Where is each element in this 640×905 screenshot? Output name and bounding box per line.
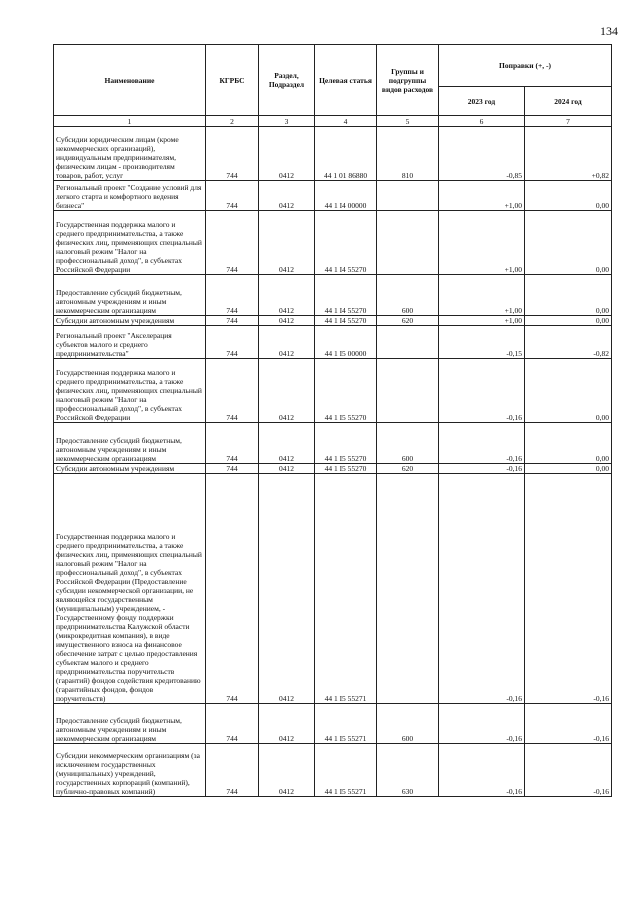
row-2024-value: -0,16	[525, 704, 612, 744]
row-target-cell: 44 1 I5 55271	[315, 474, 377, 704]
page-number: 134	[600, 24, 618, 38]
row-name-cell: Государственная поддержка малого и среднего предпринимательства, а также физических лиц, применяющих специальный налоговый режим "Налог на профессиональный доход", в субъектах Российской Федерации	[54, 359, 206, 423]
row-group-cell	[377, 359, 439, 423]
row-kgrbs-cell: 744	[206, 744, 259, 797]
row-target-cell: 44 1 I5 55270	[315, 359, 377, 423]
column-index-row	[54, 116, 612, 127]
row-2024-value: +0,82	[525, 127, 612, 181]
row-2023-value: -0,16	[439, 464, 525, 474]
header-name: Наименование	[54, 45, 206, 116]
header-kgrbs: КГРБС	[206, 45, 259, 116]
row-2023-value: -0,16	[439, 359, 525, 423]
row-group-cell	[377, 211, 439, 275]
row-section-cell: 0412	[259, 744, 315, 797]
row-kgrbs-cell: 744	[206, 359, 259, 423]
table-row	[54, 359, 612, 423]
row-target-cell: 44 1 I4 55270	[315, 275, 377, 316]
row-target-cell: 44 1 01 86880	[315, 127, 377, 181]
row-section-cell: 0412	[259, 423, 315, 464]
row-2023-value: -0,16	[439, 423, 525, 464]
row-name-cell: Предоставление субсидий бюджетным, автономным учреждениям и иным некоммерческим организациям	[54, 704, 206, 744]
table-row	[54, 744, 612, 797]
row-kgrbs-cell: 744	[206, 474, 259, 704]
table-row	[54, 326, 612, 359]
row-2023-value: -0,16	[439, 744, 525, 797]
header-amendments: Поправки (+, -)	[439, 45, 612, 87]
table-row	[54, 423, 612, 464]
table-row	[54, 704, 612, 744]
column-index: 7	[525, 116, 612, 127]
row-name-cell: Государственная поддержка малого и среднего предпринимательства, а также физических лиц, применяющих специальный налоговый режим "Налог на профессиональный доход", в субъектах Российской Федерации	[54, 211, 206, 275]
row-2023-value: +1,00	[439, 275, 525, 316]
row-2023-value: -0,85	[439, 127, 525, 181]
row-kgrbs-cell: 744	[206, 326, 259, 359]
row-name-cell: Региональный проект "Создание условий для легкого старта и комфортного ведения бизнеса"	[54, 181, 206, 211]
row-section-cell: 0412	[259, 127, 315, 181]
row-name-cell: Субсидии автономным учреждениям	[54, 464, 206, 474]
row-section-cell: 0412	[259, 326, 315, 359]
row-kgrbs-cell: 744	[206, 464, 259, 474]
row-section-cell: 0412	[259, 704, 315, 744]
row-group-cell: 600	[377, 704, 439, 744]
column-index: 4	[315, 116, 377, 127]
row-section-cell: 0412	[259, 474, 315, 704]
row-target-cell: 44 1 I5 00000	[315, 326, 377, 359]
column-index: 1	[54, 116, 206, 127]
row-name-cell: Предоставление субсидий бюджетным, автономным учреждениям и иным некоммерческим организациям	[54, 275, 206, 316]
row-kgrbs-cell: 744	[206, 316, 259, 326]
row-2024-value: -0,82	[525, 326, 612, 359]
row-name-cell: Субсидии юридическим лицам (кроме некоммерческих организаций), индивидуальным предпринимателям, физическим лицам - производителям товаров, работ, услуг	[54, 127, 206, 181]
row-section-cell: 0412	[259, 464, 315, 474]
header-year-2023: 2023 год	[439, 87, 525, 116]
row-target-cell: 44 1 I4 00000	[315, 181, 377, 211]
row-name-cell: Субсидии некоммерческим организациям (за исключением государственных (муниципальных) учреждений, государственных корпораций (компаний), публично-правовых компаний)	[54, 744, 206, 797]
table-row	[54, 211, 612, 275]
table-row	[54, 464, 612, 474]
row-group-cell: 810	[377, 127, 439, 181]
table-row	[54, 275, 612, 316]
row-kgrbs-cell: 744	[206, 127, 259, 181]
row-group-cell	[377, 474, 439, 704]
row-2024-value: 0,00	[525, 181, 612, 211]
row-kgrbs-cell: 744	[206, 211, 259, 275]
row-2023-value: -0,16	[439, 704, 525, 744]
row-kgrbs-cell: 744	[206, 275, 259, 316]
row-2023-value: -0,16	[439, 474, 525, 704]
row-target-cell: 44 1 I5 55271	[315, 704, 377, 744]
row-kgrbs-cell: 744	[206, 704, 259, 744]
column-index: 2	[206, 116, 259, 127]
row-name-cell: Государственная поддержка малого и среднего предпринимательства, а также физических лиц, применяющих специальный налоговый режим "Налог на профессиональный доход", в субъектах Российской Федерации (Предоставление субсидии некоммерческой организации, не являющейся государственным (муниципальным) учреждением, - Государственному фонду поддержки предпринимательства Калужской области (микрокредитная компания), в виде имущественного взноса на финансовое обеспечение затрат с целью предоставления субъектам малого и среднего предпринимательства поручительств (гарантий) фондов содействия кредитованию (гарантийных фондов, фондов поручительств)	[54, 474, 206, 704]
row-kgrbs-cell: 744	[206, 423, 259, 464]
row-group-cell: 620	[377, 464, 439, 474]
row-group-cell: 600	[377, 275, 439, 316]
row-2024-value: 0,00	[525, 316, 612, 326]
row-section-cell: 0412	[259, 275, 315, 316]
row-section-cell: 0412	[259, 181, 315, 211]
budget-amendments-table	[53, 44, 612, 797]
row-2023-value: -0,15	[439, 326, 525, 359]
row-target-cell: 44 1 I5 55270	[315, 464, 377, 474]
row-2024-value: 0,00	[525, 359, 612, 423]
row-2024-value: 0,00	[525, 211, 612, 275]
header-groups: Группы и подгруппы видов расходов	[377, 45, 439, 116]
row-name-cell: Региональный проект "Акселерация субъектов малого и среднего предпринимательства"	[54, 326, 206, 359]
table-row	[54, 474, 612, 704]
header-section: Раздел, Подраздел	[259, 45, 315, 116]
row-target-cell: 44 1 I5 55270	[315, 423, 377, 464]
column-index: 3	[259, 116, 315, 127]
table-row	[54, 127, 612, 181]
row-group-cell	[377, 181, 439, 211]
row-target-cell: 44 1 I5 55271	[315, 744, 377, 797]
header-year-2024: 2024 год	[525, 87, 612, 116]
row-group-cell: 600	[377, 423, 439, 464]
row-kgrbs-cell: 744	[206, 181, 259, 211]
row-target-cell: 44 1 I4 55270	[315, 316, 377, 326]
row-group-cell: 630	[377, 744, 439, 797]
row-section-cell: 0412	[259, 211, 315, 275]
row-group-cell	[377, 326, 439, 359]
column-index: 6	[439, 116, 525, 127]
row-name-cell: Предоставление субсидий бюджетным, автономным учреждениям и иным некоммерческим организациям	[54, 423, 206, 464]
row-2023-value: +1,00	[439, 211, 525, 275]
row-2023-value: +1,00	[439, 316, 525, 326]
table-row	[54, 181, 612, 211]
header-target: Целевая статья	[315, 45, 377, 116]
row-2024-value: 0,00	[525, 464, 612, 474]
row-2024-value: 0,00	[525, 423, 612, 464]
row-group-cell: 620	[377, 316, 439, 326]
column-index: 5	[377, 116, 439, 127]
row-name-cell: Субсидии автономным учреждениям	[54, 316, 206, 326]
table-row	[54, 316, 612, 326]
row-section-cell: 0412	[259, 316, 315, 326]
row-2023-value: +1,00	[439, 181, 525, 211]
row-section-cell: 0412	[259, 359, 315, 423]
row-2024-value: -0,16	[525, 744, 612, 797]
row-target-cell: 44 1 I4 55270	[315, 211, 377, 275]
row-2024-value: -0,16	[525, 474, 612, 704]
row-2024-value: 0,00	[525, 275, 612, 316]
